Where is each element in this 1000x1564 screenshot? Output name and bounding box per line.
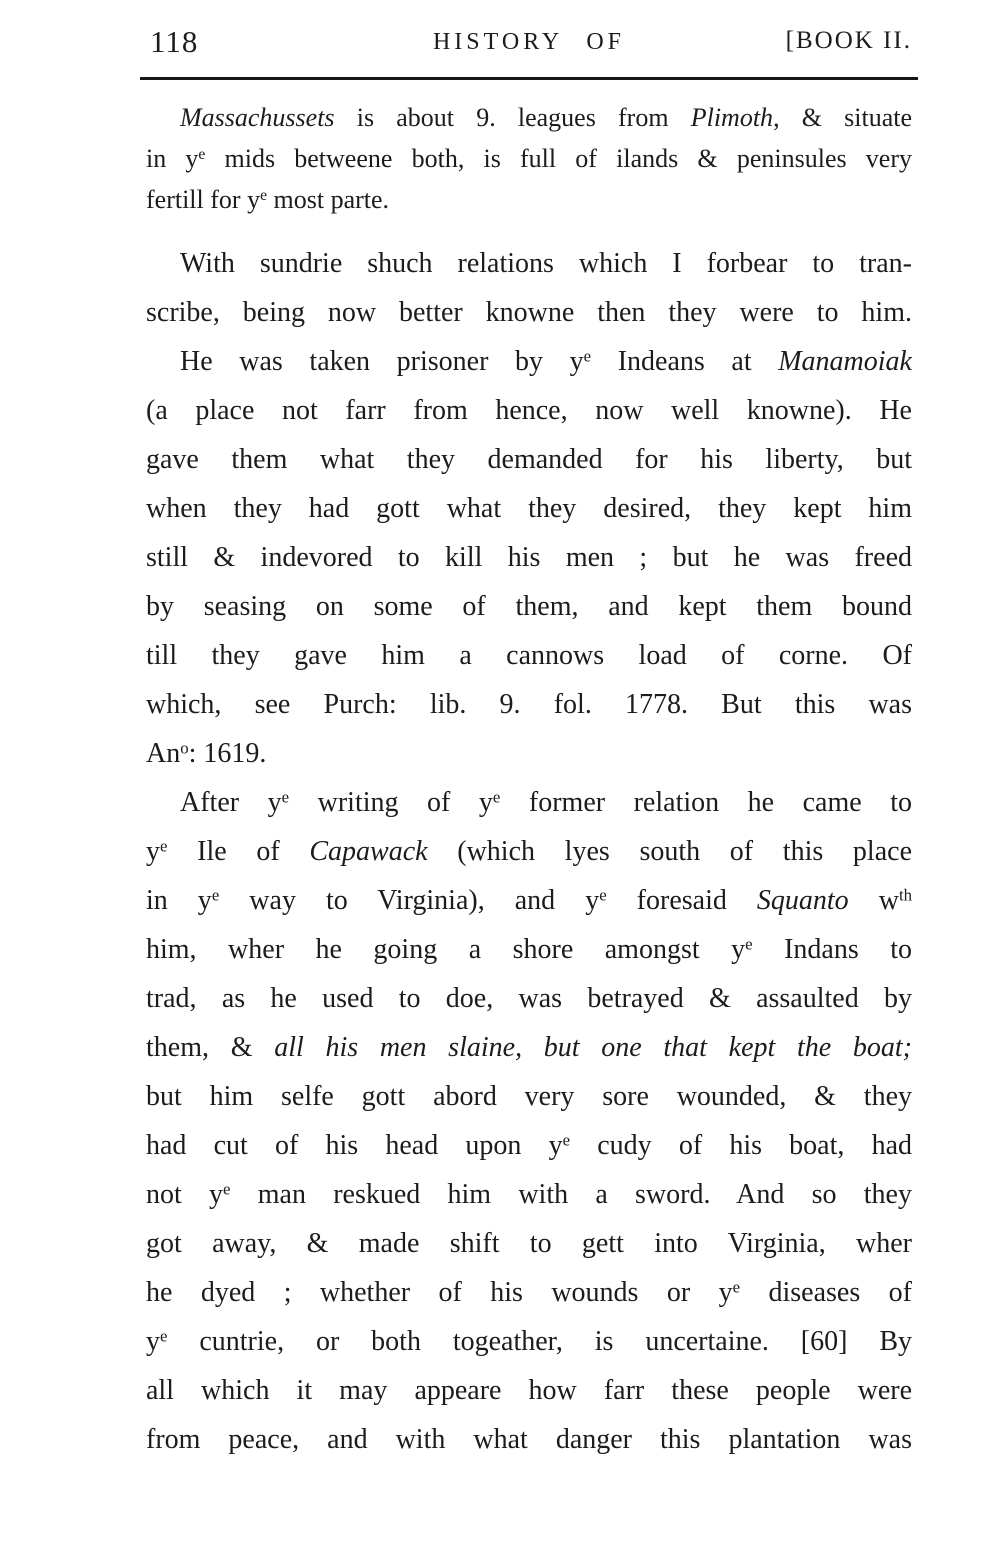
text-line — [146, 289, 912, 338]
text-run: cuntrie, or both togeather, is uncertaine. [60] By — [167, 1326, 912, 1357]
text-run: Plimoth — [690, 103, 774, 132]
page-body — [146, 98, 912, 1465]
text-line — [146, 180, 912, 221]
text-run: Indeans at — [591, 346, 779, 377]
text-line — [146, 730, 912, 779]
paragraph — [146, 338, 912, 779]
text-run: in y — [146, 885, 212, 916]
text-run: is about 9. leagues from — [334, 103, 691, 132]
text-run: writing of y — [289, 787, 493, 818]
header-rule — [140, 77, 918, 80]
text-line — [146, 139, 912, 180]
text-line — [146, 877, 912, 926]
text-line — [146, 436, 912, 485]
paragraph — [146, 779, 912, 1465]
text-line — [146, 1171, 912, 1220]
text-line — [146, 338, 912, 387]
page-number: 118 — [150, 24, 199, 59]
text-run: y — [146, 1326, 160, 1357]
text-run: when they had gott what they desired, they kept him — [146, 493, 912, 524]
text-line — [146, 240, 912, 289]
text-run: them, & — [146, 1032, 275, 1063]
text-run: most parte. — [267, 185, 390, 214]
text-line — [146, 387, 912, 436]
text-run: from peace, and with what danger this plantation was — [146, 1424, 912, 1455]
text-run: all his men slaine, but one that kept the boat; — [274, 1032, 912, 1063]
text-line — [146, 98, 912, 139]
text-run: Indans to — [752, 934, 912, 965]
text-run: e — [260, 187, 267, 205]
text-run: cudy of his boat, had — [570, 1130, 912, 1161]
text-run: o — [180, 738, 189, 758]
text-run: got away, & made shift to gett into Virginia, wher — [146, 1228, 912, 1259]
text-run: e — [562, 1130, 571, 1150]
text-line — [146, 779, 912, 828]
text-run: e — [745, 934, 753, 954]
text-run: e — [599, 885, 607, 905]
text-run: : 1619. — [188, 738, 267, 769]
text-line — [146, 1024, 912, 1073]
text-line — [146, 1122, 912, 1171]
text-run: diseases of — [740, 1277, 912, 1308]
text-run: till they gave him a cannows load of corne. Of — [146, 640, 912, 671]
text-run: him, wher he going a shore amongst y — [146, 934, 746, 965]
paragraph — [146, 98, 912, 221]
text-run: He was taken prisoner by y — [180, 346, 584, 377]
text-run: not y — [146, 1179, 224, 1210]
text-line — [146, 1318, 912, 1367]
text-run: e — [160, 836, 168, 856]
text-run: man reskued him with a sword. And so they — [230, 1179, 912, 1210]
text-line — [146, 485, 912, 534]
text-run: trad, as he used to doe, was betrayed & assaulted by — [146, 983, 912, 1014]
text-run: he dyed ; whether of his wounds or y — [146, 1277, 733, 1308]
text-line — [146, 583, 912, 632]
text-run: Capawack — [309, 836, 428, 867]
text-run: by seasing on some of them, and kept them bound — [146, 591, 912, 622]
text-line — [146, 828, 912, 877]
text-run: After y — [180, 787, 282, 818]
text-run: w — [848, 885, 899, 916]
text-run: foresaid — [606, 885, 757, 916]
text-line — [146, 632, 912, 681]
text-run: e — [281, 787, 290, 807]
text-run: (a place not farr from hence, now well knowne). He — [146, 395, 912, 426]
text-line — [146, 1416, 912, 1465]
text-run: y — [146, 836, 160, 867]
text-run: e — [160, 1326, 168, 1346]
book-label: [BOOK II. — [785, 27, 912, 54]
text-run: all which it may appeare how farr these people were — [146, 1375, 912, 1406]
text-run: but him selfe gott abord very sore wounded, & they — [146, 1081, 912, 1112]
text-run: had cut of his head upon y — [146, 1130, 563, 1161]
text-run: th — [898, 885, 912, 905]
text-line — [146, 1220, 912, 1269]
text-line — [146, 975, 912, 1024]
text-line — [146, 681, 912, 730]
text-line — [146, 1073, 912, 1122]
text-run: e — [492, 787, 501, 807]
text-run: scribe, being now better knowne then they were to him. — [146, 297, 912, 328]
text-run: e — [583, 346, 592, 366]
text-run: way to Virginia), and y — [219, 885, 600, 916]
text-run: former relation he came to — [500, 787, 912, 818]
text-run: in y — [146, 144, 199, 173]
text-run: still & indevored to kill his men ; but he was freed — [146, 542, 912, 573]
page-header — [146, 24, 912, 58]
text-run: which, see Purch: lib. 9. fol. 1778. But this was — [146, 689, 912, 720]
text-run: , & situate — [773, 103, 912, 132]
text-run: e — [732, 1277, 741, 1297]
text-run: e — [223, 1179, 231, 1199]
text-line — [146, 1269, 912, 1318]
text-run: gave them what they demanded for his liberty, but — [146, 444, 912, 475]
text-run: Squanto — [756, 885, 849, 916]
text-line — [146, 534, 912, 583]
text-run: With sundrie shuch relations which I forbear to tran- — [180, 248, 912, 279]
text-line — [146, 1367, 912, 1416]
text-run: An — [146, 738, 181, 769]
text-run: e — [198, 146, 206, 164]
text-run: Ile of — [167, 836, 310, 867]
paragraph — [146, 240, 912, 338]
text-run: e — [211, 885, 220, 905]
text-run: Massachussets — [180, 103, 335, 132]
text-line — [146, 926, 912, 975]
text-run: Manamoiak — [778, 346, 912, 377]
text-run: mids betweene both, is full of ilands & peninsules very — [205, 144, 912, 173]
text-run: (which lyes south of this place — [427, 836, 912, 867]
running-title: HISTORY OF — [432, 29, 626, 55]
text-run: fertill for y — [146, 185, 261, 214]
book-page — [146, 0, 912, 1564]
